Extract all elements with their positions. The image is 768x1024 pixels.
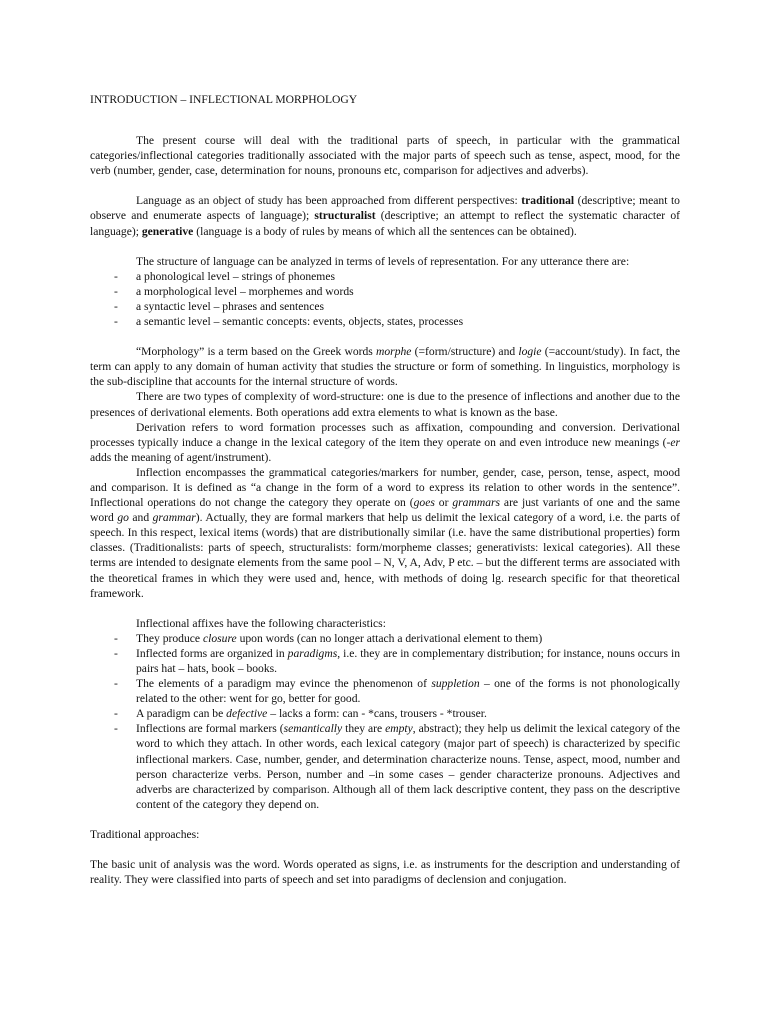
paragraph-affixes-intro: Inflectional affixes have the following characteristics: xyxy=(136,616,386,630)
list-item: - The elements of a paradigm may evince the phenomenon of suppletion – one of the forms is not phonologically related to the other: went for go, better for good. xyxy=(90,676,680,706)
list-item: - a morphological level – morphemes and words xyxy=(90,284,680,299)
paragraph-basic-unit: The basic unit of analysis was the word. Words operated as signs, i.e. as instruments for the description and understanding of reality. They were classified into parts of speech and set into paradigms of declension and conjugation. xyxy=(90,858,680,887)
list-item: - a syntactic level – phrases and sentences xyxy=(90,299,680,314)
term-generative: generative xyxy=(141,224,194,238)
list-item: - They produce closure upon words (can no longer attach a derivational element to them) xyxy=(90,631,680,646)
paragraph-morphology-definition: “Morphology” is a term based on the Greek words morphe (=form/structure) and logie (=account/study). In fact, the term can apply to any domain of human activity that studies the structure or form of something. In linguistics, morphology is the sub-discipline that accounts for the internal structure of words. xyxy=(90,345,680,389)
term-traditional: traditional xyxy=(521,194,575,208)
levels-list xyxy=(90,269,680,329)
paragraph-derivation: Derivation refers to word formation processes such as affixation, compounding and conversion. Derivational processes typically induce a change in the lexical category of the item they operate on and even introduce new meanings (-er adds the meaning of agent/instrument). xyxy=(90,420,680,464)
paragraph-perspectives: Language as an object of study has been approached from different perspectives: traditional (descriptive; meant to observe and enumerate aspects of language); structuralist (descriptive; an attempt to reflect the systematic character of language); generative (language is a body of rules by means of which all the sentences can be obtained). xyxy=(90,194,680,238)
characteristics-list xyxy=(90,631,680,812)
list-item: - Inflected forms are organized in paradigms, i.e. they are in complementary distribution; for instance, nouns occurs in pairs hat – hats, book – books. xyxy=(90,646,680,676)
paragraph-complexity: There are two types of complexity of word-structure: one is due to the presence of inflections and another due to the presences of derivational elements. Both operations add extra elements to what is known as the base. xyxy=(90,390,680,419)
paragraph-levels-intro: The structure of language can be analyzed in terms of levels of representation. For any utterance there are: xyxy=(136,254,630,268)
paragraph-inflection: Inflection encompasses the grammatical categories/markers for number, gender, case, person, tense, aspect, mood and comparison. It is defined as “a change in the form of a word to express its relation to other words in the sentence”. Inflectional operations do not change the category they operate on (goes or grammars are just variants of one and the same word go and grammar). Actually, they are formal markers that help us delimit the lexical category of a word, i.e. the parts of speech. In this respect, lexical items (words) that are distributionally similar (i.e. have the same distributional properties) form classes. (Traditionalists: parts of speech, structuralists: form/morpheme classes; generativists: lexical categories). All these terms are intended to designate elements from the same pool – N, V, A, Adv, P etc. – but the different terms are associated with the theoretical frames in which they were used and, hence, with methods of doing lg. research specific for that theoretical framework. xyxy=(90,465,680,600)
list-item: - a semantic level – semantic concepts: events, objects, states, processes xyxy=(90,314,680,329)
list-item: - A paradigm can be defective – lacks a form: can - *cans, trousers - *trouser. xyxy=(90,706,680,721)
section-heading-traditional: Traditional approaches: xyxy=(90,827,200,841)
list-item: - Inflections are formal markers (semantically they are empty, abstract); they help us delimit the lexical category of the word to which they attach. In other words, each lexical category (major part of speech) is characterized by specific inflectional markers. Case, number, gender, and determination characterize nouns. Tense, aspect, mood, number and person characterize verbs. Person, number and –in some cases – gender characterize pronouns. Adjectives and adverbs are characterized by comparison. Although all of them lack descriptive content, they pass on the descriptive content of the category they depend on. xyxy=(90,721,680,812)
list-item: - a phonological level – strings of phonemes xyxy=(90,269,680,284)
term-structuralist: structuralist xyxy=(314,209,376,223)
document-title: INTRODUCTION – INFLECTIONAL MORPHOLOGY xyxy=(90,93,358,106)
paragraph-course-scope: The present course will deal with the traditional parts of speech, in particular with the grammatical categories/inflectional categories traditionally associated with the major parts of speech such as tense, aspect, mood, for the verb (number, gender, case, determination for nouns, pronouns etc, comparison for adjectives and adverbs). xyxy=(90,134,680,178)
